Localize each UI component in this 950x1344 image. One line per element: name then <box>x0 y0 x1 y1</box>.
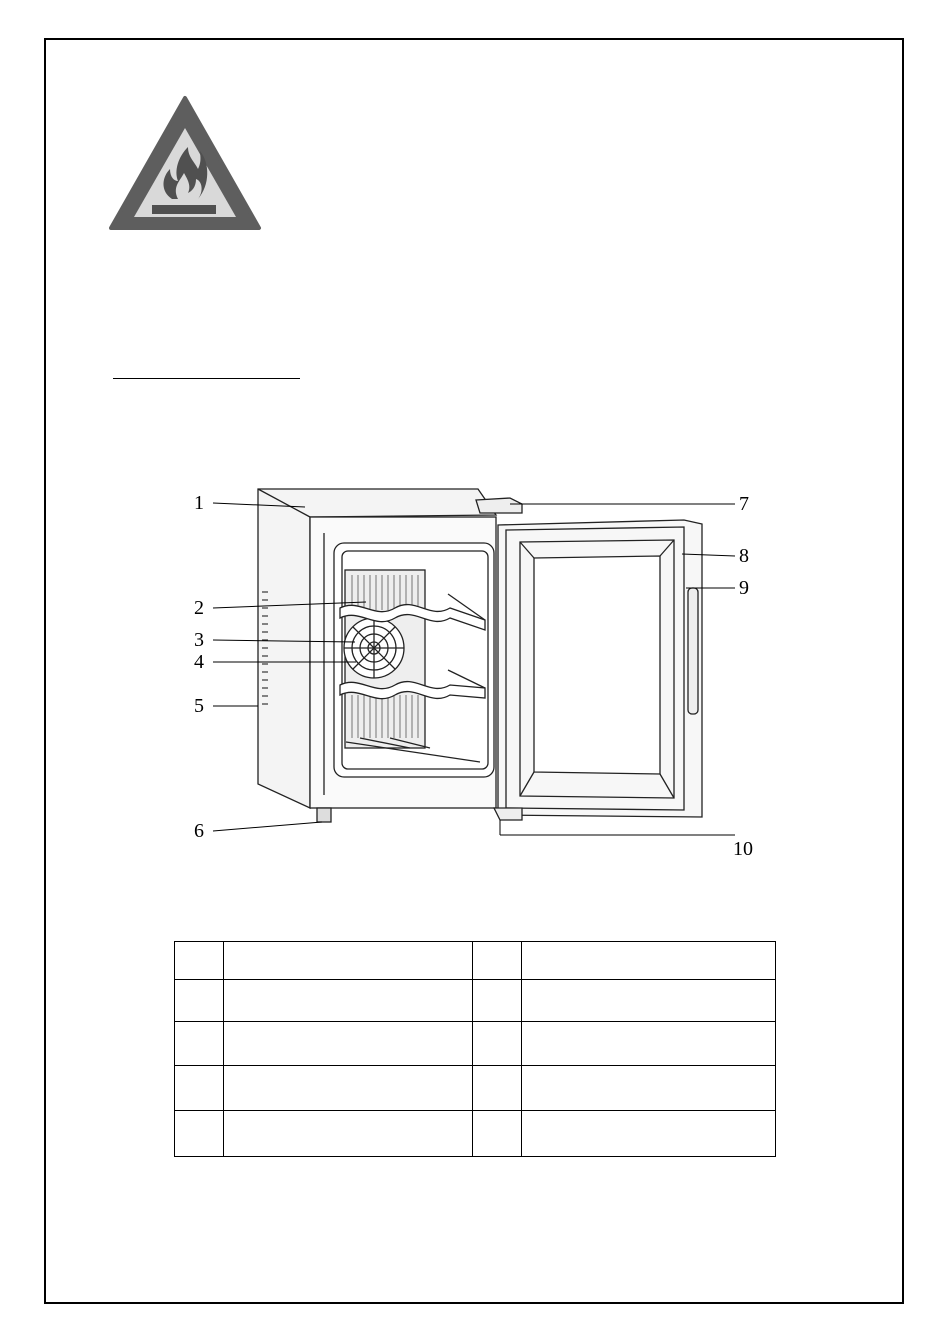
callout-8: 8 <box>739 545 749 567</box>
callout-10: 10 <box>733 838 753 860</box>
part-name-cell <box>224 1111 473 1157</box>
part-number-cell <box>175 980 224 1022</box>
part-name-cell <box>224 942 473 980</box>
part-name-cell <box>224 1022 473 1066</box>
table-row <box>175 1066 776 1111</box>
table-row <box>175 1111 776 1157</box>
part-number-cell <box>175 1066 224 1111</box>
callout-2: 2 <box>194 597 204 619</box>
part-number-cell <box>473 942 522 980</box>
part-name-cell <box>522 1111 776 1157</box>
part-name-cell <box>224 1066 473 1111</box>
callout-1: 1 <box>194 492 204 514</box>
part-name-cell <box>522 1022 776 1066</box>
table-row <box>175 1022 776 1066</box>
callout-3: 3 <box>194 629 204 651</box>
callout-5: 5 <box>194 695 204 717</box>
callout-9: 9 <box>739 577 749 599</box>
part-number-cell <box>175 942 224 980</box>
flammable-warning-icon <box>108 95 262 231</box>
callout-4: 4 <box>194 651 204 673</box>
part-name-cell <box>224 980 473 1022</box>
parts-table <box>174 941 776 1157</box>
wine-cooler-drawing <box>180 480 780 870</box>
part-number-cell <box>175 1022 224 1066</box>
part-number-cell <box>175 1111 224 1157</box>
part-number-cell <box>473 1022 522 1066</box>
part-number-cell <box>473 1066 522 1111</box>
callout-7: 7 <box>739 493 749 515</box>
section-heading-underline <box>113 378 300 379</box>
part-number-cell <box>473 980 522 1022</box>
table-row <box>175 942 776 980</box>
part-number-cell <box>473 1111 522 1157</box>
part-name-cell <box>522 942 776 980</box>
table-row <box>175 980 776 1022</box>
appliance-diagram <box>180 480 780 870</box>
part-name-cell <box>522 1066 776 1111</box>
part-name-cell <box>522 980 776 1022</box>
callout-6: 6 <box>194 820 204 842</box>
